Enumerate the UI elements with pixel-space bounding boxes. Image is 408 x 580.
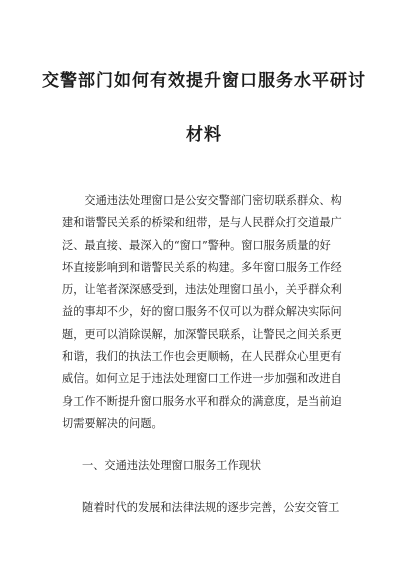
paragraph-line: 坏直接影响到和谐警民关系的构建。多年窗口服务工作经 (62, 260, 342, 274)
paragraph-line: 威信。如何立足于违法处理窗口工作进一步加强和改进自 (62, 372, 342, 386)
section-heading: 一、交通违法处理窗口服务工作现状 (82, 459, 262, 472)
document-title-line-2: 材料 (186, 125, 222, 145)
paragraph-line: 交通违法处理窗口是公安交警部门密切联系群众、构 (62, 194, 342, 207)
paragraph-line: 泛、最直接、最深入的“窗口”警种。窗口服务质量的好 (62, 238, 331, 252)
document-title-line-1: 交警部门如何有效提升窗口服务水平研讨 (42, 71, 366, 91)
paragraph-line: 益的事却不少，好的窗口服务不仅可以为群众解决实际问 (62, 305, 342, 319)
paragraph-line: 建和谐警民关系的桥梁和纽带，是与人民群众打交道最广 (62, 216, 342, 230)
paragraph-line: 切需要解决的问题。 (62, 416, 163, 430)
section-paragraph-first-line: 随着时代的发展和法律法规的逐步完善，公安交管工 (82, 501, 340, 514)
paragraph-line: 和谐，我们的执法工作也会更顺畅，在人民群众心里更有 (62, 350, 342, 364)
intro-paragraph (62, 190, 350, 435)
paragraph-line: 历，让笔者深深感受到，违法处理窗口虽小，关乎群众利 (62, 283, 342, 297)
paragraph-line: 身工作不断提升窗口服务水平和群众的满意度，是当前迫 (62, 394, 342, 408)
paragraph-line: 题，更可以消除误解，加深警民联系，让警民之间关系更 (62, 327, 342, 341)
